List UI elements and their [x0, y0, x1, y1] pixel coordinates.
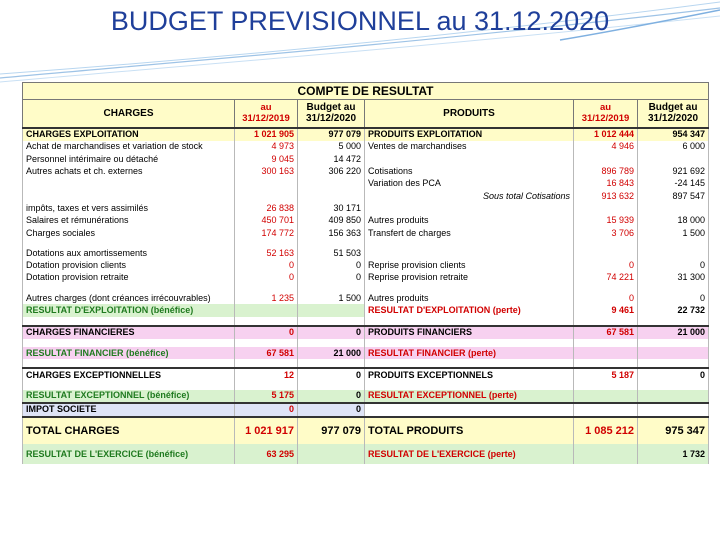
- cell-value: 22 732: [638, 304, 709, 316]
- header-au-charges: au 31/12/2019: [235, 100, 298, 128]
- compte-de-resultat-table: [22, 82, 708, 515]
- cell-value: 975 347: [638, 417, 709, 444]
- cell-value: [235, 178, 298, 190]
- cell-value: 1 235: [235, 292, 298, 304]
- row-label: TOTAL CHARGES: [23, 417, 235, 444]
- row-label: PRODUITS FINANCIERS: [365, 326, 574, 339]
- row-label: TOTAL PRODUITS: [365, 417, 574, 444]
- row-label: impôts, taxes et vers assimilés: [23, 202, 235, 214]
- header-au-produits: au 31/12/2019: [574, 100, 638, 128]
- cell-value: 0: [298, 326, 365, 339]
- cell-value: 450 701: [235, 215, 298, 227]
- cell-value: 67 581: [574, 326, 638, 339]
- table-row: [23, 259, 709, 271]
- cell-value: 0: [298, 259, 365, 271]
- table-row: [23, 178, 709, 190]
- cell-value: 0: [235, 403, 298, 417]
- row-label: RESULTAT FINANCIER (perte): [365, 347, 574, 359]
- row-label: RESULTAT DE L'EXERCICE (perte): [365, 444, 574, 464]
- cell-value: 174 772: [235, 227, 298, 239]
- total-row: [23, 417, 709, 444]
- cell-value: [574, 444, 638, 464]
- row-label: Dotation provision clients: [23, 259, 235, 271]
- cell-value: 12: [235, 368, 298, 381]
- table-row: [23, 190, 709, 202]
- spacer-row: [23, 339, 709, 347]
- cell-value: 156 363: [298, 227, 365, 239]
- cell-value: 15 939: [574, 215, 638, 227]
- cell-value: 0: [638, 259, 709, 271]
- cell-value: [638, 153, 709, 165]
- cell-value: [638, 347, 709, 359]
- row-label: [23, 178, 235, 190]
- cell-value: 954 347: [638, 128, 709, 141]
- spacer-row: [23, 239, 709, 247]
- row-label: Charges sociales: [23, 227, 235, 239]
- cell-value: 1 732: [638, 444, 709, 464]
- cell-value: 409 850: [298, 215, 365, 227]
- cell-value: [574, 403, 638, 417]
- cell-value: 74 221: [574, 272, 638, 284]
- cell-value: 921 692: [638, 165, 709, 177]
- cell-value: [638, 403, 709, 417]
- row-label: CHARGES FINANCIERES: [23, 326, 235, 339]
- cell-value: 21 000: [638, 326, 709, 339]
- row-label: [365, 247, 574, 259]
- row-label: RESULTAT FINANCIER (bénéfice): [23, 347, 235, 359]
- cell-value: 18 000: [638, 215, 709, 227]
- row-label: Achat de marchandises et variation de stock: [23, 141, 235, 153]
- row-label: Personnel intérimaire ou détaché: [23, 153, 235, 165]
- cell-value: 30 171: [298, 202, 365, 214]
- row-label: Autres produits: [365, 215, 574, 227]
- cell-value: 0: [298, 272, 365, 284]
- table-row: [23, 272, 709, 284]
- cell-value: [235, 190, 298, 202]
- row-label: Variation des PCA: [365, 178, 574, 190]
- cell-value: 21 000: [298, 347, 365, 359]
- row-label: Salaires et rémunérations: [23, 215, 235, 227]
- cell-value: 5 187: [574, 368, 638, 381]
- row-label: Sous total Cotisations: [365, 190, 574, 202]
- cell-value: [298, 444, 365, 464]
- cell-value: 5 000: [298, 141, 365, 153]
- cell-value: 0: [298, 403, 365, 417]
- table-row: [23, 128, 709, 141]
- cell-value: [574, 247, 638, 259]
- cell-value: 0: [298, 390, 365, 403]
- cell-value: -24 145: [638, 178, 709, 190]
- cell-value: 51 503: [298, 247, 365, 259]
- cell-value: 5 175: [235, 390, 298, 403]
- cell-value: [298, 304, 365, 316]
- cell-value: 300 163: [235, 165, 298, 177]
- row-label: Ventes de marchandises: [365, 141, 574, 153]
- cell-value: 1 021 917: [235, 417, 298, 444]
- cell-value: 1 500: [638, 227, 709, 239]
- cell-value: 52 163: [235, 247, 298, 259]
- cell-value: 63 295: [235, 444, 298, 464]
- row-label: CHARGES EXPLOITATION: [23, 128, 235, 141]
- row-label: Dotations aux amortissements: [23, 247, 235, 259]
- slide-title: BUDGET PREVISIONNEL au 31.12.2020: [110, 6, 610, 36]
- cell-value: [574, 347, 638, 359]
- spacer-row: [23, 284, 709, 292]
- spacer-row: [23, 317, 709, 326]
- header-produits: PRODUITS: [365, 100, 574, 128]
- cell-value: 977 079: [298, 128, 365, 141]
- cell-value: [638, 390, 709, 403]
- cell-value: 1 021 905: [235, 128, 298, 141]
- row-label: RESULTAT EXCEPTIONNEL (perte): [365, 390, 574, 403]
- table-row: [23, 153, 709, 165]
- cell-value: 26 838: [235, 202, 298, 214]
- cell-value: 16 843: [574, 178, 638, 190]
- row-label: PRODUITS EXCEPTIONNELS: [365, 368, 574, 381]
- row-label: [365, 153, 574, 165]
- cell-value: 67 581: [235, 347, 298, 359]
- row-label: Reprise provision retraite: [365, 272, 574, 284]
- table-row: [23, 304, 709, 316]
- cell-value: 31 300: [638, 272, 709, 284]
- cell-value: 0: [235, 259, 298, 271]
- table-row: [23, 326, 709, 339]
- cell-value: 896 789: [574, 165, 638, 177]
- cell-value: [574, 202, 638, 214]
- spacer-row: [23, 359, 709, 368]
- table-title: COMPTE DE RESULTAT: [23, 83, 709, 100]
- table-row: [23, 227, 709, 239]
- spacer-row: [23, 382, 709, 390]
- cell-value: [298, 178, 365, 190]
- row-label: PRODUITS EXPLOITATION: [365, 128, 574, 141]
- cell-value: [638, 247, 709, 259]
- cell-value: [638, 202, 709, 214]
- cell-value: 913 632: [574, 190, 638, 202]
- cell-value: [574, 390, 638, 403]
- cell-value: 14 472: [298, 153, 365, 165]
- cell-value: 9 045: [235, 153, 298, 165]
- header-charges: CHARGES: [23, 100, 235, 128]
- cell-value: 0: [574, 292, 638, 304]
- row-label: RESULTAT D'EXPLOITATION (bénéfice): [23, 304, 235, 316]
- table-row: [23, 390, 709, 403]
- result-row: [23, 444, 709, 464]
- table-row: [23, 403, 709, 417]
- table-row: [23, 247, 709, 259]
- row-label: RESULTAT D'EXPLOITATION (perte): [365, 304, 574, 316]
- row-label: [23, 190, 235, 202]
- row-label: RESULTAT DE L'EXERCICE (bénéfice): [23, 444, 235, 464]
- table-row: [23, 202, 709, 214]
- row-label: Reprise provision clients: [365, 259, 574, 271]
- cell-value: 0: [235, 272, 298, 284]
- cell-value: 4 973: [235, 141, 298, 153]
- row-label: CHARGES EXCEPTIONNELLES: [23, 368, 235, 381]
- cell-value: 0: [574, 259, 638, 271]
- row-label: RESULTAT EXCEPTIONNEL (bénéfice): [23, 390, 235, 403]
- table-row: [23, 368, 709, 381]
- table-row: [23, 347, 709, 359]
- cell-value: 0: [638, 292, 709, 304]
- table-row: [23, 292, 709, 304]
- cell-value: 0: [638, 368, 709, 381]
- row-label: Cotisations: [365, 165, 574, 177]
- cell-value: 9 461: [574, 304, 638, 316]
- cell-value: 1 085 212: [574, 417, 638, 444]
- row-label: Autres produits: [365, 292, 574, 304]
- cell-value: [574, 153, 638, 165]
- row-label: Autres charges (dont créances irrécouvrables): [23, 292, 235, 304]
- row-label: Transfert de charges: [365, 227, 574, 239]
- row-label: [365, 403, 574, 417]
- row-label: IMPOT SOCIETE: [23, 403, 235, 417]
- row-label: Dotation provision retraite: [23, 272, 235, 284]
- row-label: [365, 202, 574, 214]
- cell-value: [298, 190, 365, 202]
- cell-value: 0: [298, 368, 365, 381]
- row-label: Autres achats et ch. externes: [23, 165, 235, 177]
- cell-value: 6 000: [638, 141, 709, 153]
- table-row: [23, 141, 709, 153]
- cell-value: 0: [235, 326, 298, 339]
- cell-value: 4 946: [574, 141, 638, 153]
- cell-value: [235, 304, 298, 316]
- cell-value: 306 220: [298, 165, 365, 177]
- cell-value: 897 547: [638, 190, 709, 202]
- cell-value: 3 706: [574, 227, 638, 239]
- table-row: [23, 165, 709, 177]
- header-budget-produits: Budget au 31/12/2020: [638, 100, 709, 128]
- cell-value: 1 012 444: [574, 128, 638, 141]
- cell-value: 977 079: [298, 417, 365, 444]
- table-row: [23, 215, 709, 227]
- header-budget-charges: Budget au 31/12/2020: [298, 100, 365, 128]
- cell-value: 1 500: [298, 292, 365, 304]
